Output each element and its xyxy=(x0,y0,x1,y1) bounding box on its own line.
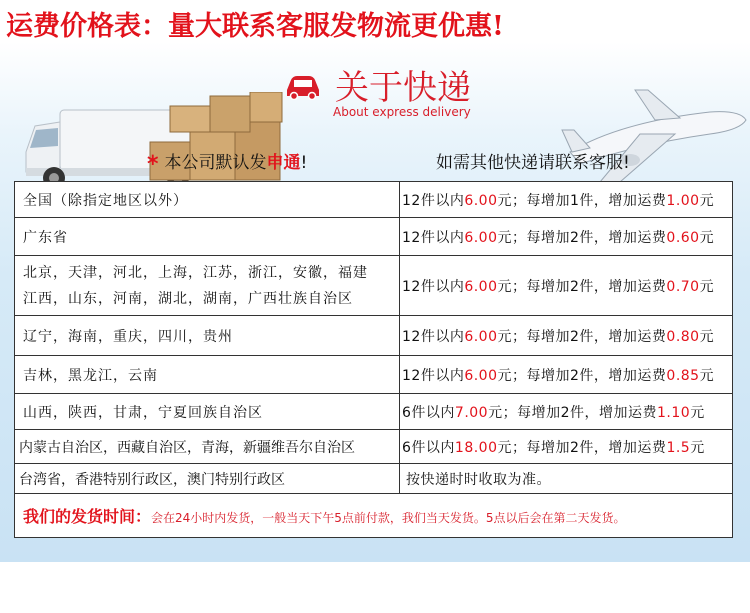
boxes-icon xyxy=(140,92,290,192)
rate-table xyxy=(14,181,733,538)
price-cell: 6件以内18.00元；每增加2件，增加运费1.5元 xyxy=(400,430,733,464)
region-line: 北京，天津，河北，上海，江苏，浙江，安徽，福建 xyxy=(23,264,368,281)
table-row xyxy=(15,182,733,218)
table-row xyxy=(15,316,733,356)
table-row xyxy=(15,394,733,430)
table-row xyxy=(15,464,733,494)
car-icon xyxy=(283,72,323,100)
contact-notice: 如需其他快递请联系客服! xyxy=(436,153,630,173)
table-row xyxy=(15,356,733,394)
shipping-time-cell xyxy=(15,494,733,538)
star-icon: * xyxy=(147,152,159,177)
price-cell: 12件以内6.00元；每增加2件，增加运费0.60元 xyxy=(400,218,733,256)
region-line: 江西，山东，河南，湖北，湖南，广西壮族自治区 xyxy=(23,290,353,307)
table-row xyxy=(15,218,733,256)
notice-courier: 申通 xyxy=(266,153,301,173)
notice-prefix: 本公司默认发 xyxy=(164,153,267,173)
price-cell: 12件以内6.00元；每增加2件，增加运费0.80元 xyxy=(400,316,733,356)
table-row xyxy=(15,256,733,316)
region-cell: 吉林，黑龙江，云南 xyxy=(15,356,400,394)
region-cell: 全国（除指定地区以外） xyxy=(15,182,400,218)
region-cell xyxy=(15,256,400,316)
region-cell: 广东省 xyxy=(15,218,400,256)
price-cell: 12件以内6.00元；每增加2件，增加运费0.70元 xyxy=(400,256,733,316)
price-cell: 6件以内7.00元；每增加2件，增加运费1.10元 xyxy=(400,394,733,430)
region-cell: 台湾省，香港特别行政区，澳门特别行政区 xyxy=(15,464,400,494)
shipping-time-label: 我们的发货时间： xyxy=(23,507,152,526)
header-title: 关于快递 xyxy=(335,68,471,108)
shipping-time-row xyxy=(15,494,733,538)
region-cell: 辽宁，海南，重庆，四川，贵州 xyxy=(15,316,400,356)
page-title: 运费价格表：量大联系客服发物流更优惠! xyxy=(6,11,504,42)
price-cell: 按快递时时收取为准。 xyxy=(400,464,733,494)
region-cell: 内蒙古自治区，西藏自治区，青海，新疆维吾尔自治区 xyxy=(15,430,400,464)
price-cell: 12件以内6.00元；每增加2件，增加运费0.85元 xyxy=(400,356,733,394)
header-subtitle: About express delivery xyxy=(333,105,471,119)
price-cell: 12件以内6.00元；每增加1件，增加运费1.00元 xyxy=(400,182,733,218)
shipping-time-text: 会在24小时内发货，一般当天下午5点前付款，我们当天发货。5点以后会在第二天发货。 xyxy=(151,511,626,525)
region-cell: 山西，陕西，甘肃，宁夏回族自治区 xyxy=(15,394,400,430)
table-row xyxy=(15,430,733,464)
section-header xyxy=(283,60,483,130)
notice-suffix: ! xyxy=(300,153,308,173)
default-courier-notice xyxy=(147,148,307,177)
